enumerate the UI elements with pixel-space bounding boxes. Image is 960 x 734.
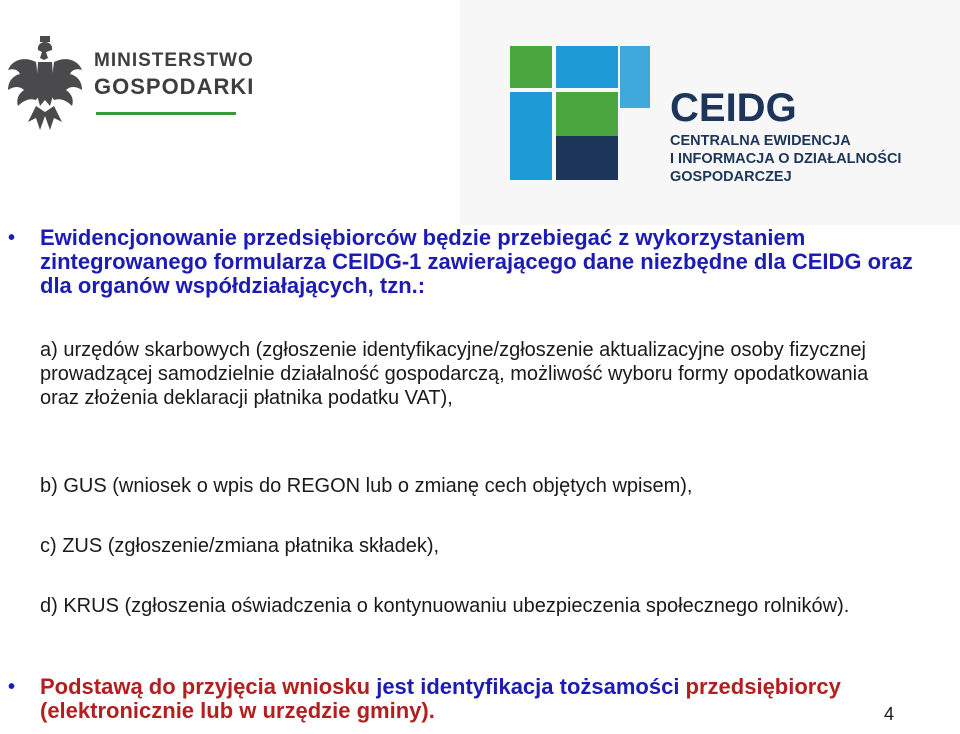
bullet-intro-text: Ewidencjonowanie przedsiębiorców będzie przebiegać z wykorzystaniem zintegrowanego formularza CEIDG-1 zawierającego dane niezbędne dla CEIDG oraz dla organów współdziałających, tzn.:: [40, 225, 913, 298]
bullet-basis-seg1: Podstawą do przyjęcia wniosku: [40, 674, 371, 699]
list-item-krus: d) KRUS (zgłoszenia oświadczenia o kontynuowaniu ubezpieczenia społecznego rolników).: [40, 595, 850, 617]
page-number: 4: [884, 704, 895, 724]
bullet-basis-seg3: przedsiębiorcy (elektronicznie lub w urzędzie gminy).: [40, 674, 841, 723]
ministry-line2: GOSPODARKI: [94, 74, 255, 99]
bullet-dot-icon: •: [8, 676, 16, 698]
ceidg-subtitle: [670, 132, 901, 186]
ceidg-blocks-icon: [510, 46, 660, 186]
eagle-emblem-icon: [6, 34, 84, 134]
ministry-name: [94, 48, 254, 100]
ceidg-subtitle-line: CENTRALNA EWIDENCJA: [670, 133, 851, 149]
bullet-dot-icon: •: [8, 227, 16, 249]
bullet-intro: [8, 225, 920, 298]
ceidg-subtitle-line: GOSPODARCZEJ: [670, 169, 792, 185]
list-item-zus: c) ZUS (zgłoszenie/zmiana płatnika składek),: [40, 535, 440, 557]
ministry-stripe: [96, 112, 236, 115]
ceidg-logo: [510, 46, 950, 196]
ministry-logo: [6, 30, 255, 140]
list-item-gus: b) GUS (wniosek o wpis do REGON lub o zmianę cech objętych wpisem),: [40, 475, 693, 497]
ceidg-subtitle-line: I INFORMACJA O DZIAŁALNOŚCI: [670, 151, 902, 167]
ministry-line1: MINISTERSTWO: [94, 50, 254, 71]
ceidg-title: CEIDG: [670, 86, 797, 130]
bullet-basis-seg2: jest identyfikacja tożsamości: [370, 674, 680, 699]
bullet-basis: [8, 674, 920, 723]
list-item-tax-office: a) urzędów skarbowych (zgłoszenie identyfikacyjne/zgłoszenie aktualizacyjne osoby fizycznej prowadzącej samodzielnie działalność gospodarczą, możliwość wyboru formy opodatkowania oraz złożenia deklaracji płatnika podatku VAT),: [40, 339, 869, 409]
